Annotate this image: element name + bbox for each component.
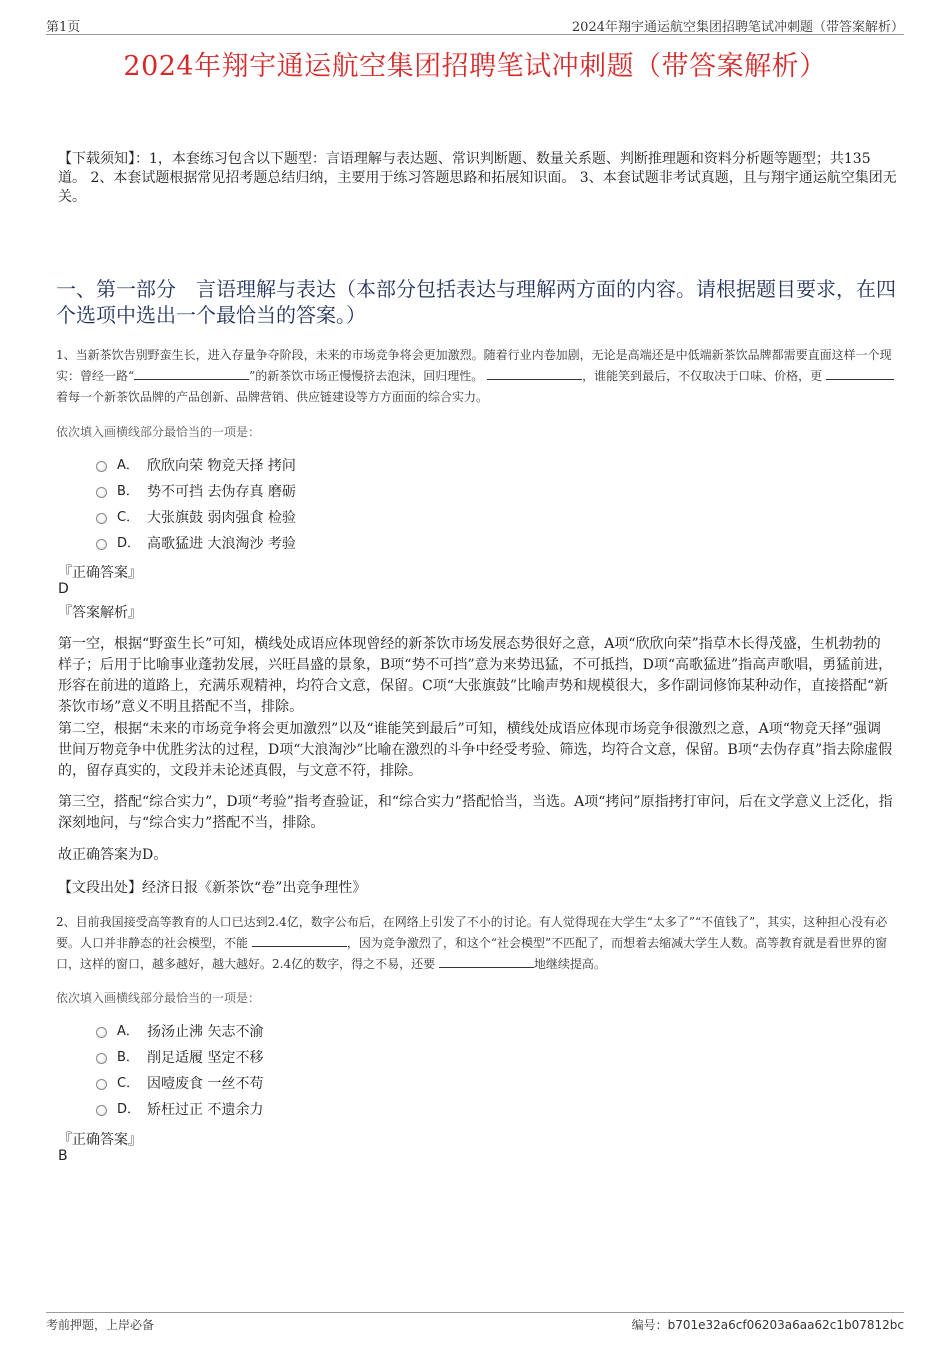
question-1-prompt: 依次填入画横线部分最恰当的一项是： [56, 425, 261, 439]
footer-slogan: 考前押题，上岸必备 [46, 1318, 155, 1332]
question-1-text: 1、当新茶饮告别野蛮生长，进入存量争夺阶段，未来的市场竞争将会更加激烈。随着行业内卷加剧，无论是高端还是中低端新茶饮品牌都需要直面这样一个现实：曾经一路“ ”的新茶饮市场正慢慢挤去泡沫，回归理性。 ，谁能笑到最后，不仅取决于口味、价格，更 着每一个新茶饮品牌的产品创新、品牌营销、供应链建设等方方面面的综合实力。 [56, 345, 896, 408]
correct-answer: D [58, 581, 69, 597]
question-2-options [96, 1019, 263, 1123]
radio-icon[interactable] [96, 539, 107, 550]
radio-icon[interactable] [96, 1053, 107, 1064]
blank-3 [826, 367, 894, 380]
option-c[interactable]: C． 因噎废食 一丝不苟 [96, 1071, 263, 1097]
option-b[interactable]: B． 削足适履 坚定不移 [96, 1045, 263, 1071]
document-code: 编号：b701e32a6cf06203a6aa62c1b07812bc [631, 1318, 904, 1332]
option-b[interactable]: B． 势不可挡 去伪存真 磨砺 [96, 479, 296, 505]
analysis-paragraph: 第一空，根据“野蛮生长”可知，横线处成语应体现曾经的新茶饮市场发展态势很好之意，A项“欣欣向荣”指草木长得茂盛，生机勃勃的样子；后用于比喻事业蓬勃发展，兴旺昌盛的景象，B项“势不可挡”意为来势迅猛，不可抵挡，D项“高歌猛进”指高声歌唱，勇猛前进，形容在前进的道路上，充满乐观精神，均符合文意，保留。C项“大张旗鼓”比喻声势和规模很大，多作副词修饰某种动作，直接搭配“新茶饮市场”意义不明且搭配不当，排除。 [58, 636, 893, 715]
section-heading: 一、第一部分 言语理解与表达（本部分包括表达与理解两方面的内容。请根据题目要求，在四个选项中选出一个最恰当的答案。） [56, 277, 896, 327]
radio-icon[interactable] [96, 1079, 107, 1090]
analysis-label: 『答案解析』 [58, 605, 142, 621]
question-1-options [96, 453, 296, 557]
radio-icon[interactable] [96, 513, 107, 524]
option-d[interactable]: D． 矫枉过正 不遗余力 [96, 1097, 263, 1123]
analysis-paragraph: 第三空，搭配“综合实力”，D项“考验”指考查验证，和“综合实力”搭配恰当，当选。A项“拷问”原指拷打审问，后在文学意义上泛化，指深刻地问，与“综合实力”搭配不当，排除。 [58, 794, 893, 831]
blank-2 [487, 367, 582, 380]
page-number: 第1页 [46, 20, 81, 35]
answer-label: 『正确答案』 [58, 1132, 142, 1148]
header-doc-title: 2024年翔宇通运航空集团招聘笔试冲刺题（带答案解析） [571, 20, 904, 35]
question-2-text: 2、目前我国接受高等教育的人口已达到2.4亿，数字公布后，在网络上引发了不小的讨论。有人觉得现在大学生“太多了”“不值钱了”，其实，这种担心没有必要。人口并非静态的社会模型，不能 ，因为竞争激烈了，和这个“社会模型”不匹配了，而想着去缩减大学生人数。高等教育就是看世界的窗口，这样的窗口，越多越好，越大越好。2.4亿的数字，得之不易，还要 地继续提高。 [56, 915, 888, 971]
radio-icon[interactable] [96, 487, 107, 498]
option-c[interactable]: C． 大张旗鼓 弱肉强食 检验 [96, 505, 296, 531]
radio-icon[interactable] [96, 1105, 107, 1116]
analysis-conclusion: 故正确答案为D。 [58, 847, 168, 863]
radio-icon[interactable] [96, 1027, 107, 1038]
option-a[interactable]: A． 欣欣向荣 物竞天择 拷问 [96, 453, 296, 479]
option-a[interactable]: A． 扬汤止沸 矢志不渝 [96, 1019, 263, 1045]
page-header [46, 14, 904, 35]
answer-label: 『正确答案』 [58, 565, 142, 581]
correct-answer: B [58, 1148, 68, 1164]
option-d[interactable]: D． 高歌猛进 大浪淘沙 考验 [96, 531, 296, 557]
radio-icon[interactable] [96, 461, 107, 472]
source-note: 【文段出处】经济日报《新茶饮“卷”出竞争理性》 [58, 880, 367, 896]
blank-2 [439, 955, 534, 968]
analysis-paragraph: 第二空，根据“未来的市场竞争将会更加激烈”以及“谁能笑到最后”可知，横线处成语应体现市场竞争很激烈之意，A项“物竞天择”强调世间万物竞争中优胜劣汰的过程，D项“大浪淘沙”比喻在激烈的斗争中经受考验、筛选，均符合文意，保留。B项“去伪存真”指去除虚假的，留存真实的，文段并未论述真假，与文意不符，排除。 [58, 721, 893, 779]
document-title: 2024年翔宇通运航空集团招聘笔试冲刺题（带答案解析） [123, 51, 827, 82]
blank-1 [252, 934, 347, 947]
page-footer [46, 1312, 904, 1331]
question-2-prompt: 依次填入画横线部分最恰当的一项是： [56, 991, 261, 1005]
blank-1 [134, 367, 249, 380]
download-notice: 【下载须知】：1，本套练习包含以下题型：言语理解与表达题、常识判断题、数量关系题、判断推理题和资料分析题等题型；共135道。 2、本套试题根据常见招考题总结归纳，主要用于练习答题思路和拓展知识面。 3、本套试题非考试真题，且与翔宇通运航空集团无关。 [58, 151, 897, 205]
